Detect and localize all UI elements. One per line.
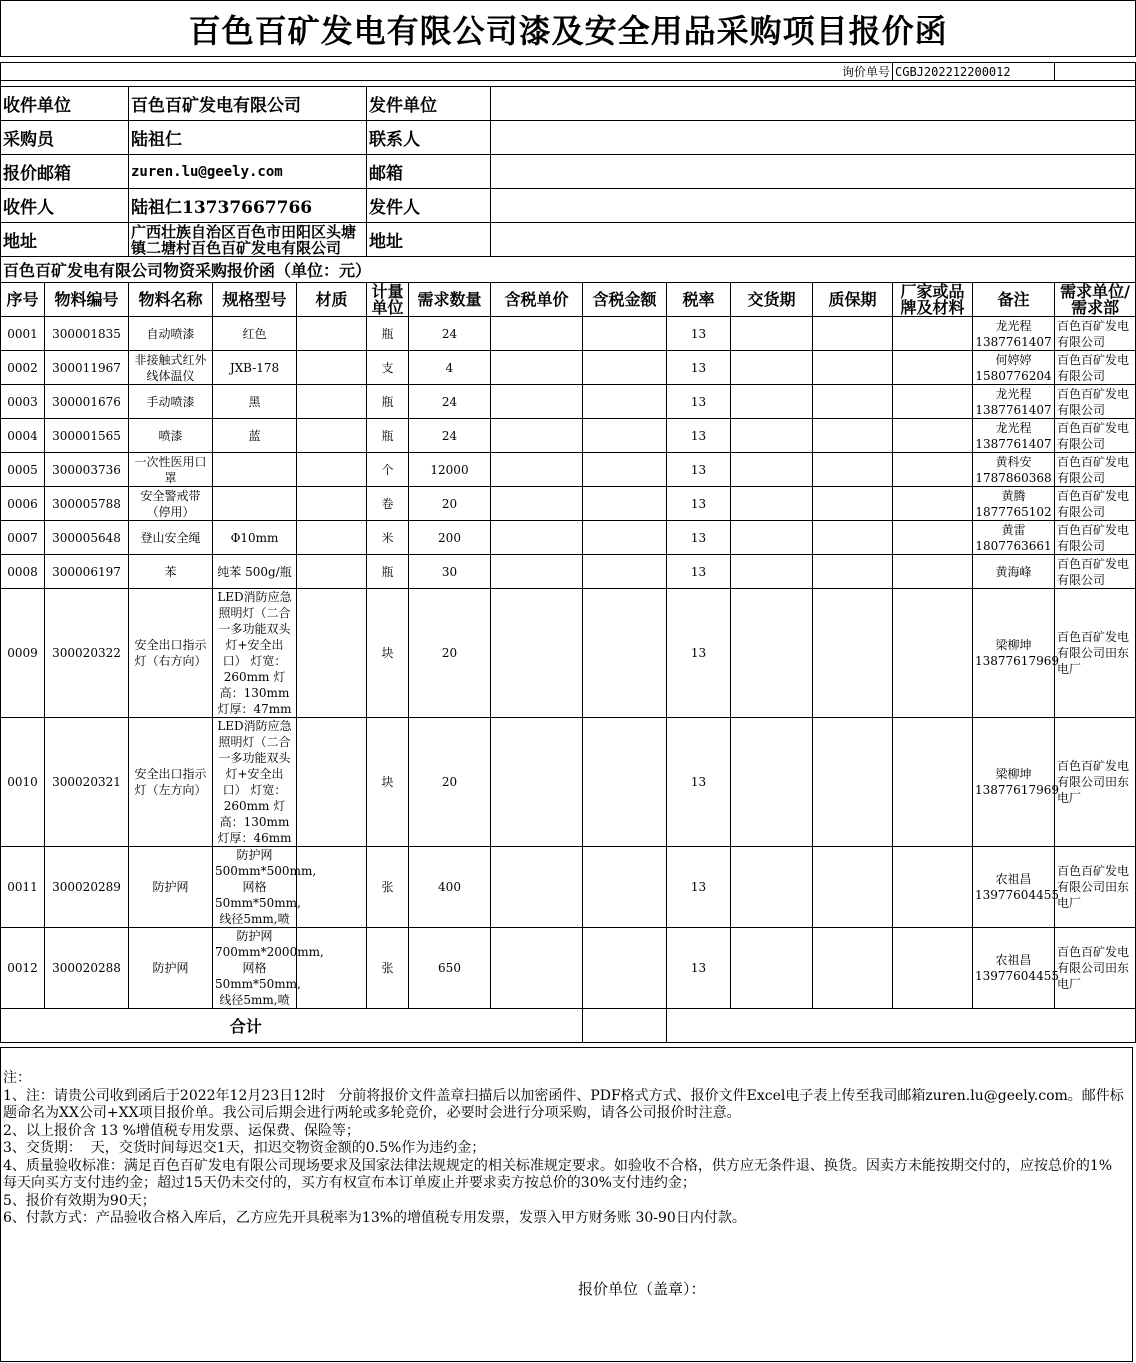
- table-row: [1, 555, 1136, 589]
- cell-name: 自动喷漆: [129, 317, 213, 351]
- cell-empty: [491, 385, 583, 419]
- note-6: 6、付款方式：产品验收合格入库后，乙方应先开具税率为13%的增值税专用发票，发票入甲方财务账 30-90日内付款。: [3, 1210, 746, 1226]
- cell-empty: [893, 317, 973, 351]
- note-3: 3、交货期： 天，交货时间每迟交1天，扣迟交物资金额的0.5%作为违约金；: [3, 1140, 486, 1156]
- column-header: 材质: [297, 283, 367, 317]
- recipient-value: 陆祖仁13737667766: [129, 189, 367, 223]
- cell-code: 300005788: [45, 487, 129, 521]
- cell-tax: 13: [667, 419, 731, 453]
- cell-empty: [491, 351, 583, 385]
- inquiry-label: 询价单号: [813, 63, 893, 81]
- cell-empty: [893, 928, 973, 1009]
- sender-label: 发件人: [367, 189, 491, 223]
- cell-note: 黄雷 1807763661: [973, 521, 1055, 555]
- cell-empty: [297, 928, 367, 1009]
- cell-spec: 红色: [213, 317, 297, 351]
- cell-empty: [893, 847, 973, 928]
- cell-spec: 黑: [213, 385, 297, 419]
- cell-qty: 650: [409, 928, 491, 1009]
- mail-value: [491, 155, 1136, 189]
- cell-empty: [297, 487, 367, 521]
- cell-qty: 24: [409, 385, 491, 419]
- cell-unit: 米: [367, 521, 409, 555]
- cell-empty: [893, 555, 973, 589]
- cell-empty: [491, 521, 583, 555]
- notes-head: 注：: [3, 1070, 31, 1086]
- cell-name: 安全出口指示灯（右方向）: [129, 589, 213, 718]
- cell-spec: JXB-178: [213, 351, 297, 385]
- cell-no: 0006: [1, 487, 45, 521]
- cell-empty: [731, 385, 813, 419]
- cell-tax: 13: [667, 487, 731, 521]
- cell-empty: [813, 718, 893, 847]
- cell-empty: [583, 555, 667, 589]
- cell-qty: 20: [409, 589, 491, 718]
- cell-empty: [491, 453, 583, 487]
- cell-no: 0004: [1, 419, 45, 453]
- cell-empty: [893, 718, 973, 847]
- cell-no: 0003: [1, 385, 45, 419]
- email-label: 报价邮箱: [1, 155, 129, 189]
- cell-empty: [297, 718, 367, 847]
- column-header: 需求数量: [409, 283, 491, 317]
- cell-dept: 百色百矿发电有限公司: [1055, 419, 1136, 453]
- cell-unit: 卷: [367, 487, 409, 521]
- cell-empty: [893, 487, 973, 521]
- table-row: [1, 317, 1136, 351]
- cell-empty: [893, 521, 973, 555]
- note-4: 4、质量验收标准：满足百色百矿发电有限公司现场要求及国家法律法规规定的相关标准规定要求。如验收不合格，供方应无条件退、换货。因卖方未能按期交付的，应按总价的1% 每天向买方支付违约金；超过15天仍未交付的，买方有权宣布本订单废止并要求卖方按总价的30%支付违约金；: [3, 1157, 1117, 1191]
- column-header: 物料编号: [45, 283, 129, 317]
- cell-unit: 张: [367, 928, 409, 1009]
- cell-empty: [491, 928, 583, 1009]
- cell-empty: [731, 419, 813, 453]
- cell-dept: 百色百矿发电有限公司: [1055, 555, 1136, 589]
- sender-unit-label: 发件单位: [367, 87, 491, 121]
- cell-empty: [297, 521, 367, 555]
- column-header: 计量单位: [367, 283, 409, 317]
- column-header: 税率: [667, 283, 731, 317]
- cell-empty: [731, 317, 813, 351]
- cell-tax: 13: [667, 847, 731, 928]
- cell-empty: [731, 487, 813, 521]
- cell-empty: [731, 351, 813, 385]
- cell-no: 0005: [1, 453, 45, 487]
- cell-empty: [731, 718, 813, 847]
- subtitle: 百色百矿发电有限公司物资采购报价函（单位：元）: [1, 257, 1136, 283]
- cell-empty: [731, 589, 813, 718]
- signature-label: 报价单位（盖章）：: [578, 1280, 706, 1298]
- receiver-unit-label: 收件单位: [1, 87, 129, 121]
- cell-code: 300001835: [45, 317, 129, 351]
- cell-name: 安全警戒带（停用）: [129, 487, 213, 521]
- table-row: [1, 419, 1136, 453]
- address-value: 广西壮族自治区百色市田阳区头塘镇二塘村百色百矿发电有限公司: [129, 223, 367, 257]
- cell-tax: 13: [667, 555, 731, 589]
- cell-empty: [893, 589, 973, 718]
- column-header: 厂家或品牌及材料: [893, 283, 973, 317]
- cell-note: 梁柳坤 13877617969: [973, 718, 1055, 847]
- cell-empty: [813, 928, 893, 1009]
- cell-no: 0011: [1, 847, 45, 928]
- cell-name: 一次性医用口罩: [129, 453, 213, 487]
- cell-name: 喷漆: [129, 419, 213, 453]
- cell-dept: 百色百矿发电有限公司: [1055, 317, 1136, 351]
- cell-qty: 4: [409, 351, 491, 385]
- cell-tax: 13: [667, 385, 731, 419]
- cell-spec: 防护网700mm*2000mm,网格50mm*50mm,线径5mm,喷: [213, 928, 297, 1009]
- cell-spec: [213, 487, 297, 521]
- column-header: 质保期: [813, 283, 893, 317]
- cell-spec: 蓝: [213, 419, 297, 453]
- cell-dept: 百色百矿发电有限公司: [1055, 453, 1136, 487]
- column-header: 序号: [1, 283, 45, 317]
- cell-empty: [297, 317, 367, 351]
- cell-dept: 百色百矿发电有限公司田东电厂: [1055, 718, 1136, 847]
- cell-tax: 13: [667, 589, 731, 718]
- address-label: 地址: [1, 223, 129, 257]
- cell-empty: [583, 453, 667, 487]
- cell-code: 300020288: [45, 928, 129, 1009]
- cell-qty: 30: [409, 555, 491, 589]
- cell-unit: 块: [367, 718, 409, 847]
- cell-qty: 200: [409, 521, 491, 555]
- cell-empty: [491, 718, 583, 847]
- cell-unit: 支: [367, 351, 409, 385]
- address2-label: 地址: [367, 223, 491, 257]
- cell-unit: 个: [367, 453, 409, 487]
- cell-spec: [213, 453, 297, 487]
- cell-unit: 块: [367, 589, 409, 718]
- cell-no: 0008: [1, 555, 45, 589]
- cell-empty: [297, 351, 367, 385]
- table-row: [1, 928, 1136, 1009]
- cell-note: 农祖昌 13977604455: [973, 928, 1055, 1009]
- table-row: [1, 718, 1136, 847]
- cell-empty: [583, 385, 667, 419]
- cell-empty: [297, 453, 367, 487]
- recipient-label: 收件人: [1, 189, 129, 223]
- cell-dept: 百色百矿发电有限公司田东电厂: [1055, 928, 1136, 1009]
- table-row: [1, 453, 1136, 487]
- sender-value: [491, 189, 1136, 223]
- total-label: 合计: [1, 1009, 491, 1043]
- cell-no: 0012: [1, 928, 45, 1009]
- cell-name: 安全出口指示灯（左方向）: [129, 718, 213, 847]
- cell-note: 何婷婷 1580776204: [973, 351, 1055, 385]
- cell-empty: [297, 555, 367, 589]
- cell-empty: [813, 487, 893, 521]
- cell-note: 黄腾 1877765102: [973, 487, 1055, 521]
- cell-tax: 13: [667, 317, 731, 351]
- cell-unit: 瓶: [367, 419, 409, 453]
- contact-value: [491, 121, 1136, 155]
- cell-empty: [731, 453, 813, 487]
- cell-code: 300005648: [45, 521, 129, 555]
- cell-empty: [491, 419, 583, 453]
- cell-code: 300011967: [45, 351, 129, 385]
- cell-note: 龙光程 1387761407: [973, 419, 1055, 453]
- cell-qty: 20: [409, 718, 491, 847]
- cell-qty: 24: [409, 419, 491, 453]
- cell-code: 300001565: [45, 419, 129, 453]
- cell-empty: [583, 521, 667, 555]
- cell-empty: [813, 317, 893, 351]
- cell-no: 0001: [1, 317, 45, 351]
- cell-empty: [491, 847, 583, 928]
- sender-unit-value: [491, 87, 1136, 121]
- cell-code: 300020321: [45, 718, 129, 847]
- note-5: 5、报价有效期为90天；: [3, 1192, 156, 1209]
- cell-spec: LED消防应急照明灯（二合一多功能双头灯+安全出口） 灯宽：260mm 灯高：130mm 灯厚：47mm: [213, 589, 297, 718]
- cell-code: 300001676: [45, 385, 129, 419]
- cell-empty: [893, 419, 973, 453]
- cell-spec: 防护网500mm*500mm,网格50mm*50mm,线径5mm,喷: [213, 847, 297, 928]
- column-header: 含税金额: [583, 283, 667, 317]
- cell-empty: [297, 385, 367, 419]
- cell-qty: 400: [409, 847, 491, 928]
- cell-empty: [813, 385, 893, 419]
- cell-spec: 纯苯 500g/瓶: [213, 555, 297, 589]
- cell-empty: [893, 351, 973, 385]
- cell-empty: [813, 351, 893, 385]
- cell-empty: [583, 351, 667, 385]
- column-header: 交货期: [731, 283, 813, 317]
- cell-qty: 12000: [409, 453, 491, 487]
- cell-unit: 瓶: [367, 555, 409, 589]
- cell-empty: [813, 847, 893, 928]
- column-header: 含税单价: [491, 283, 583, 317]
- cell-empty: [583, 589, 667, 718]
- cell-empty: [583, 487, 667, 521]
- cell-empty: [813, 589, 893, 718]
- cell-empty: [583, 718, 667, 847]
- cell-no: 0002: [1, 351, 45, 385]
- cell-dept: 百色百矿发电有限公司田东电厂: [1055, 847, 1136, 928]
- contact-label: 联系人: [367, 121, 491, 155]
- cell-note: 黄海峰: [973, 555, 1055, 589]
- mail-label: 邮箱: [367, 155, 491, 189]
- cell-tax: 13: [667, 521, 731, 555]
- cell-empty: [583, 419, 667, 453]
- table-row: [1, 589, 1136, 718]
- column-header: 物料名称: [129, 283, 213, 317]
- cell-name: 防护网: [129, 847, 213, 928]
- table-row: [1, 847, 1136, 928]
- cell-note: 农祖昌 13977604455: [973, 847, 1055, 928]
- cell-qty: 20: [409, 487, 491, 521]
- cell-name: 手动喷漆: [129, 385, 213, 419]
- inquiry-number: CGBJ202212200012: [893, 63, 1055, 81]
- cell-empty: [731, 847, 813, 928]
- cell-empty: [583, 847, 667, 928]
- table-row: [1, 521, 1136, 555]
- cell-no: 0010: [1, 718, 45, 847]
- cell-empty: [893, 385, 973, 419]
- cell-empty: [297, 589, 367, 718]
- cell-code: 300003736: [45, 453, 129, 487]
- total-amount: [583, 1009, 667, 1043]
- cell-dept: 百色百矿发电有限公司: [1055, 487, 1136, 521]
- buyer-label: 采购员: [1, 121, 129, 155]
- cell-dept: 百色百矿发电有限公司田东电厂: [1055, 589, 1136, 718]
- notes-section: [0, 1047, 1133, 1362]
- cell-note: 梁柳坤 13877617969: [973, 589, 1055, 718]
- cell-note: 龙光程 1387761407: [973, 385, 1055, 419]
- cell-name: 防护网: [129, 928, 213, 1009]
- cell-name: 登山安全绳: [129, 521, 213, 555]
- cell-dept: 百色百矿发电有限公司: [1055, 351, 1136, 385]
- cell-empty: [813, 521, 893, 555]
- cell-empty: [583, 317, 667, 351]
- cell-tax: 13: [667, 453, 731, 487]
- cell-note: 龙光程 1387761407: [973, 317, 1055, 351]
- address2-value: [491, 223, 1136, 257]
- cell-empty: [491, 487, 583, 521]
- page-title: 百色百矿发电有限公司漆及安全用品采购项目报价函: [1, 1, 1136, 57]
- cell-empty: [731, 555, 813, 589]
- cell-empty: [813, 555, 893, 589]
- cell-code: 300006197: [45, 555, 129, 589]
- table-row: [1, 487, 1136, 521]
- cell-unit: 张: [367, 847, 409, 928]
- cell-dept: 百色百矿发电有限公司: [1055, 385, 1136, 419]
- cell-empty: [491, 317, 583, 351]
- cell-note: 黄科安 1787860368: [973, 453, 1055, 487]
- cell-empty: [297, 419, 367, 453]
- cell-name: 苯: [129, 555, 213, 589]
- note-1: 1、注：请贵公司收到函后于2022年12月23日12时 分前将报价文件盖章扫描后以加密函件、PDF格式方式、报价文件Excel电子表上传至我司邮箱zuren.lu@geely.com。邮件标题命名为XX公司+XX项目报价单。我公司后期会进行两轮或多轮竞价，必要时会进行分项采购，请各公司报价时注意。: [3, 1087, 1124, 1121]
- cell-empty: [297, 847, 367, 928]
- cell-tax: 13: [667, 351, 731, 385]
- note-2: 2、以上报价含 13 %增值税专用发票、运保费、保险等；: [3, 1122, 360, 1139]
- cell-tax: 13: [667, 928, 731, 1009]
- cell-spec: Φ10mm: [213, 521, 297, 555]
- cell-qty: 24: [409, 317, 491, 351]
- column-header: 规格型号: [213, 283, 297, 317]
- table-row: [1, 351, 1136, 385]
- cell-empty: [583, 928, 667, 1009]
- receiver-unit-value: 百色百矿发电有限公司: [129, 87, 367, 121]
- item-rows: [1, 317, 1136, 1009]
- cell-no: 0007: [1, 521, 45, 555]
- cell-empty: [491, 555, 583, 589]
- email-value: zuren.lu@geely.com: [129, 155, 367, 189]
- cell-no: 0009: [1, 589, 45, 718]
- column-header: 备注: [973, 283, 1055, 317]
- cell-empty: [813, 453, 893, 487]
- cell-empty: [731, 928, 813, 1009]
- cell-name: 非接触式红外线体温仪: [129, 351, 213, 385]
- cell-tax: 13: [667, 718, 731, 847]
- cell-unit: 瓶: [367, 385, 409, 419]
- column-header: 需求单位/需求部: [1055, 283, 1136, 317]
- buyer-value: 陆祖仁: [129, 121, 367, 155]
- cell-unit: 瓶: [367, 317, 409, 351]
- table-row: [1, 385, 1136, 419]
- cell-empty: [491, 589, 583, 718]
- cell-dept: 百色百矿发电有限公司: [1055, 521, 1136, 555]
- cell-empty: [813, 419, 893, 453]
- cell-empty: [731, 521, 813, 555]
- cell-empty: [893, 453, 973, 487]
- cell-code: 300020289: [45, 847, 129, 928]
- table-header: [1, 283, 1136, 317]
- cell-spec: LED消防应急照明灯（二合一多功能双头灯+安全出口） 灯宽：260mm 灯高：130mm 灯厚：46mm: [213, 718, 297, 847]
- cell-code: 300020322: [45, 589, 129, 718]
